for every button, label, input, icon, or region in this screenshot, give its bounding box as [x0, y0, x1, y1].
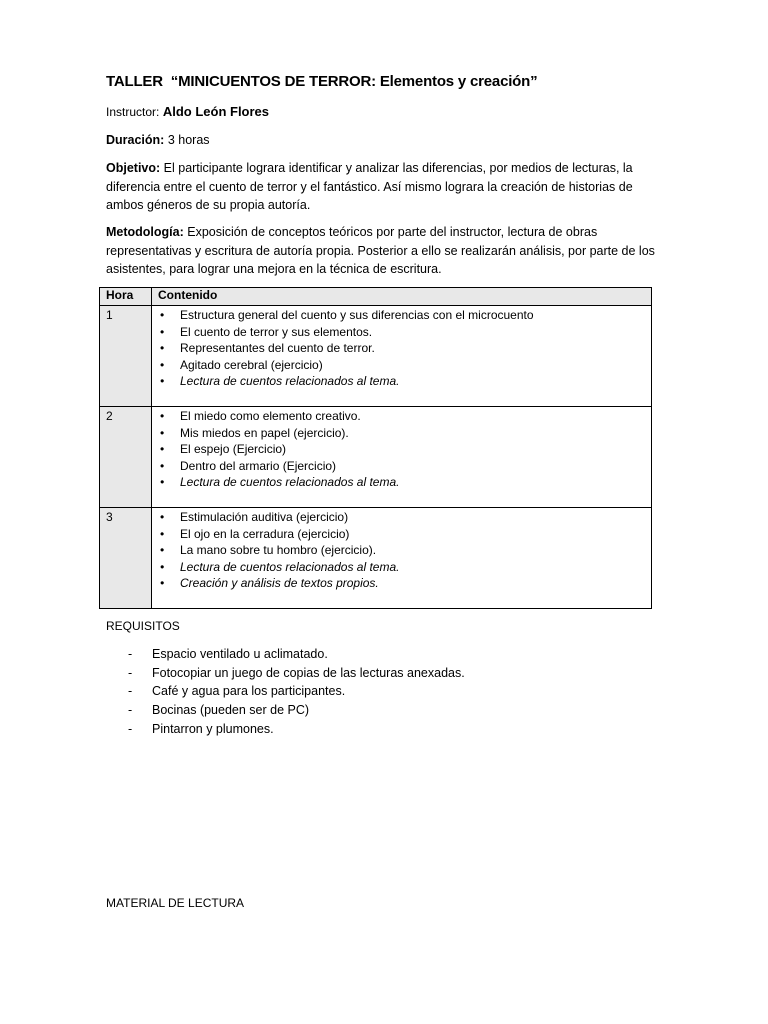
schedule-table: [99, 287, 652, 609]
list-item: • El miedo como elemento creativo.: [152, 408, 651, 425]
list-item: • El espejo (Ejercicio): [152, 441, 651, 458]
list-item: - Pintarron y plumones.: [106, 720, 465, 739]
document-title: TALLER “MINICUENTOS DE TERROR: Elementos y creación”: [106, 73, 538, 90]
objective-label: Objetivo:: [106, 161, 161, 175]
list-item: • Agitado cerebral (ejercicio): [152, 357, 651, 374]
duration-label: Duración:: [106, 133, 165, 147]
instructor-label: Instructor:: [106, 105, 160, 119]
duration-line: [106, 131, 210, 150]
list-item: • Lectura de cuentos relacionados al tema.: [152, 559, 651, 576]
duration-value: 3 horas: [167, 133, 210, 147]
content-cell: [152, 407, 652, 508]
requirements-title: REQUISITOS: [106, 619, 180, 633]
methodology-text: Exposición de conceptos teóricos por parte del instructor, lectura de obras representativas y escritura de autoría propia. Posterior a ello se realizarán análisis, por parte de los asistentes, para lograr una mejora en la técnica de escritura.: [106, 225, 655, 276]
content-cell: [152, 306, 652, 407]
list-item: • Lectura de cuentos relacionados al tema.: [152, 373, 651, 390]
content-list: [152, 307, 651, 390]
list-item: • Creación y análisis de textos propios.: [152, 575, 651, 592]
table-row: [100, 306, 652, 407]
table-row: [100, 407, 652, 508]
list-item: - Café y agua para los participantes.: [106, 682, 465, 701]
list-item: • Representantes del cuento de terror.: [152, 340, 651, 357]
list-item: - Espacio ventilado u aclimatado.: [106, 645, 465, 664]
instructor-line: [106, 103, 269, 122]
list-item: - Bocinas (pueden ser de PC): [106, 701, 465, 720]
objective-text: El participante lograra identificar y analizar las diferencias, por medios de lecturas, la diferencia entre el cuento de terror y el fantástico. Así mismo lograra la creación de historias de ambos géneros de su propia autoría.: [106, 161, 633, 212]
reading-material-heading: MATERIAL DE LECTURA: [106, 896, 245, 910]
list-item: • El cuento de terror y sus elementos.: [152, 324, 651, 341]
requirements-list: [106, 645, 465, 739]
instructor-name: Aldo León Flores: [162, 104, 270, 119]
hora-cell: 2: [100, 407, 152, 508]
hora-cell: 1: [100, 306, 152, 407]
list-item: • El ojo en la cerradura (ejercicio): [152, 526, 651, 543]
list-item: • Dentro del armario (Ejercicio): [152, 458, 651, 475]
table-row: [100, 508, 652, 609]
schedule-header-row: [100, 288, 652, 306]
methodology-label: Metodología:: [106, 225, 184, 239]
list-item: • La mano sobre tu hombro (ejercicio).: [152, 542, 651, 559]
list-item: • Lectura de cuentos relacionados al tema.: [152, 474, 651, 491]
list-item: - Fotocopiar un juego de copias de las lecturas anexadas.: [106, 664, 465, 683]
header-contenido: Contenido: [152, 288, 652, 306]
list-item: • Estimulación auditiva (ejercicio): [152, 509, 651, 526]
header-hora: Hora: [100, 288, 152, 306]
content-list: [152, 408, 651, 491]
methodology-paragraph: [106, 223, 666, 279]
content-list: [152, 509, 651, 592]
list-item: • Mis miedos en papel (ejercicio).: [152, 425, 651, 442]
objective-paragraph: [106, 159, 666, 215]
content-cell: [152, 508, 652, 609]
list-item: • Estructura general del cuento y sus diferencias con el microcuento: [152, 307, 651, 324]
hora-cell: 3: [100, 508, 152, 609]
